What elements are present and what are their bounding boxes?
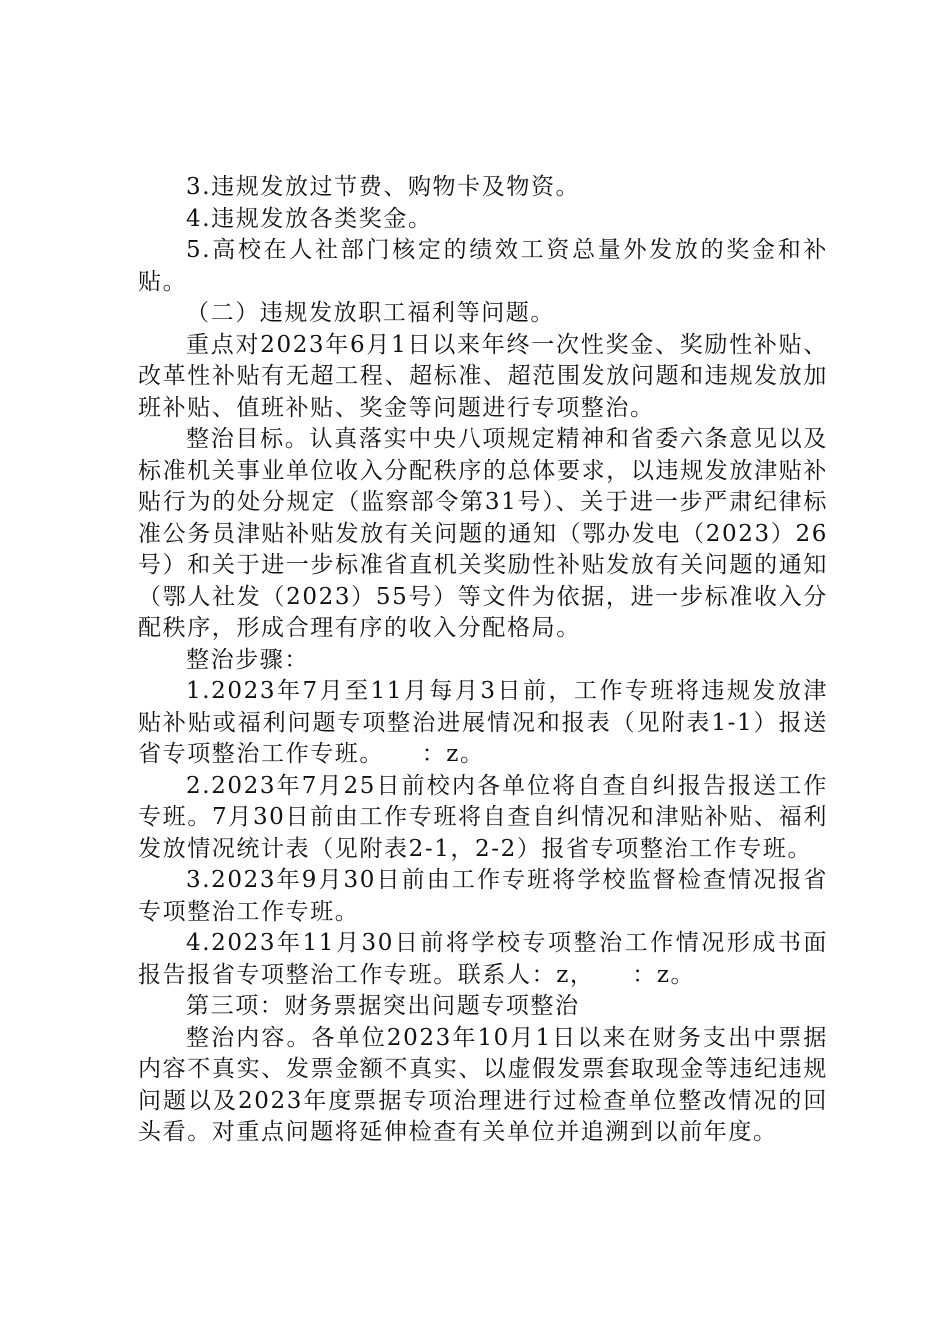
paragraph-item-3: 3.违规发放过节费、购物卡及物资。 bbox=[186, 174, 581, 200]
paragraph-content: 整治内容。各单位2023年10月1日以来在财务支出中票据内容不真实、发票金额不真实、以虚假发票套取现金等违纪违规问题以及2023年度票据专项治理进行过检查单位整改情况的回头看。对重点问题将延伸检查有关单位并追溯到以前年度。 bbox=[138, 1024, 828, 1145]
paragraph-item-4: 4.违规发放各类奖金。 bbox=[186, 205, 433, 232]
section-heading-2: （二）违规发放职工福利等问题。 bbox=[186, 300, 555, 326]
step-1: 1.2023年7月至11月每月3日前，工作专班将违规发放津贴补贴或福利问题专项整治进展情况和报表（见附表1-1）报送省专项整治工作专班。 ：z。 bbox=[138, 678, 828, 767]
paragraph-item-5: 5.高校在人社部门核定的绩效工资总量外发放的奖金和补贴。 bbox=[138, 237, 828, 295]
section-heading-3: 第三项：财务票据突出问题专项整治 bbox=[186, 993, 580, 1019]
document-body bbox=[138, 172, 828, 1149]
step-2: 2.2023年7月25日前校内各单位将自查自纠报告报送工作专班。7月30日前由工作专班将自查自纠情况和津贴补贴、福利发放情况统计表（见附表2-1，2-2）报省专项整治工作专班。 bbox=[138, 772, 828, 862]
steps-heading: 整治步骤： bbox=[186, 646, 309, 673]
step-3: 3.2023年9月30日前由工作专班将学校监督检查情况报省专项整治工作专班。 bbox=[138, 867, 828, 925]
paragraph-goal: 整治目标。认真落实中央八项规定精神和省委六条意见以及标准机关事业单位收入分配秩序的总体要求，以违规发放津贴补贴行为的处分规定（监察部令第31号）、关于进一步严肃纪律标准公务员津贴补贴发放有关问题的通知（鄂办发电（2023）26号）和关于进一步标准省直机关奖励性补贴发放有关问题的通知（鄂人社发（2023）55号）等文件为依据，进一步标准收入分配秩序，形成合理有序的收入分配格局。 bbox=[138, 426, 828, 641]
paragraph-focus: 重点对2023年6月1日以来年终一次性奖金、奖励性补贴、改革性补贴有无超工程、超标准、超范围发放问题和违规发放加班补贴、值班补贴、奖金等问题进行专项整治。 bbox=[138, 331, 828, 421]
step-4: 4.2023年11月30日前将学校专项整治工作情况形成书面报告报省专项整治工作专班。联系人：z， ：z。 bbox=[138, 930, 828, 988]
